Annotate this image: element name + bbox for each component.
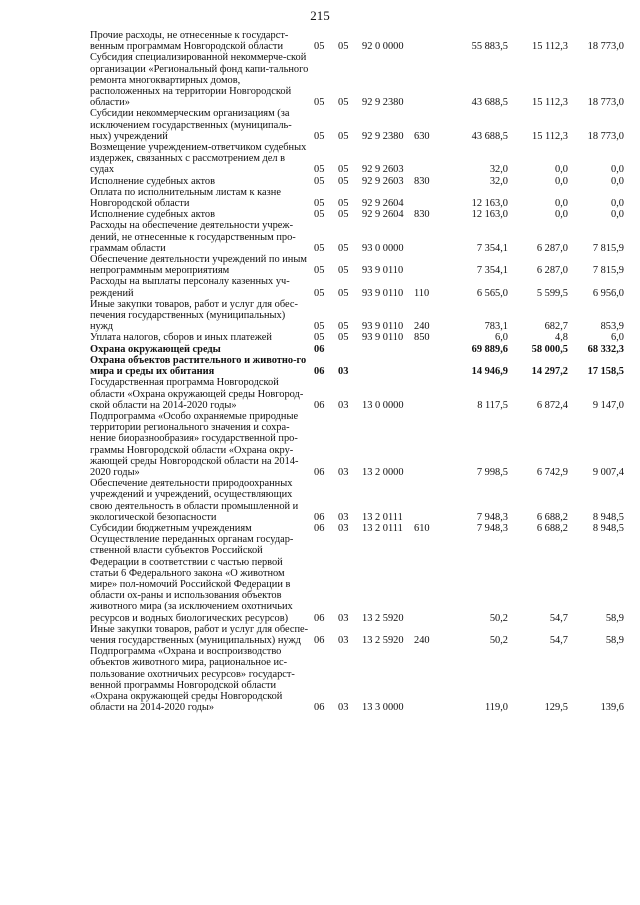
row-expense-type [414,478,442,523]
row-subsection: 03 [338,634,349,646]
row-expense-type: 830 [414,175,430,187]
row-expense-type: 630 [414,130,430,142]
row-name: Иные закупки товаров, работ и услуг для обеспе-чения государственных (муниципальных) нужд [90,623,309,646]
row-name: Охрана окружающей среды [90,343,221,355]
row-section: 06 [314,612,325,624]
table-row [90,276,624,298]
row-section: 05 [314,332,325,344]
row-amount-year1: 69 889,6 [471,343,508,355]
row-section: 06 [314,343,325,355]
row-amount-year3: 8 948,5 [592,522,624,534]
budget-table [90,30,624,713]
row-amount-year2: 129,5 [544,702,568,714]
table-row [90,142,624,176]
row-name: Подпрограмма «Охрана и воспроизводство объектов животного мира, рациональное ис-пользование охотничьих ресурсов» государст-венной программы Новгородской области «Охрана окружающей среды Новгородской области на 2014-2020 годы» [90,646,295,714]
row-amount-year3: 139,6 [600,702,624,714]
row-expense-type: 110 [414,287,430,299]
table-row [90,220,624,254]
row-amount-year3: 58,9 [605,634,624,646]
row-section: 05 [314,242,325,254]
table-row [90,176,624,187]
page-number: 215 [310,8,330,23]
row-expense-type [414,344,442,355]
table-row [90,254,624,276]
row-target-article: 92 9 2380 [362,97,404,109]
row-subsection: 05 [338,130,349,142]
row-amount-year3: 18 773,0 [587,41,624,53]
row-target-article: 13 2 0111 [362,511,403,523]
row-amount-year2: 15 112,3 [532,41,568,53]
row-amount-year3: 68 332,3 [587,343,624,355]
table-row [90,209,624,220]
row-subsection: 03 [338,466,349,478]
row-expense-type [414,142,442,176]
row-expense-type [414,254,442,276]
row-target-article: 92 9 2604 [362,209,404,221]
row-target-article: 92 9 2603 [362,164,404,176]
row-amount-year1: 119,0 [485,702,508,714]
row-name: Исполнение судебных актов [90,209,215,221]
row-amount-year3: 18 773,0 [587,130,624,142]
row-subsection: 03 [338,511,349,523]
row-amount-year3: 17 158,5 [587,366,624,378]
row-expense-type: 240 [414,321,430,333]
row-amount-year2: 5 599,5 [536,287,568,299]
row-section: 06 [314,522,325,534]
row-subsection: 03 [338,612,349,624]
row-amount-year3: 0,0 [611,209,624,221]
row-amount-year1: 12 163,0 [471,209,508,221]
row-amount-year2: 6 742,9 [536,466,568,478]
row-target-article [362,344,414,355]
row-subsection: 05 [338,265,349,277]
row-expense-type: 240 [414,634,430,646]
row-amount-year1: 7 354,1 [476,265,508,277]
row-section: 06 [314,702,325,714]
row-amount-year2: 0,0 [555,164,568,176]
row-amount-year2: 54,7 [549,612,568,624]
table-row [90,377,624,411]
row-name: Обеспечение деятельности природоохранных учреждений и учреждений, осуществляющих свою деятельность в области промышленной и экологической безопасности [90,478,299,523]
row-target-article: 13 2 0111 [362,522,403,534]
row-amount-year2: 6 287,0 [536,265,568,277]
row-name: Возмещение учреждением-ответчиком судебных издержек, связанных с рассмотрением дел в судах [90,142,307,176]
row-amount-year3: 0,0 [611,198,624,210]
row-subsection: 05 [338,198,349,210]
row-target-article: 92 9 2603 [362,175,404,187]
row-name: Государственная программа Новгородской области «Охрана окружающей среды Новгород-ской области на 2014-2020 годы» [90,377,304,411]
row-amount-year2: 6 287,0 [536,242,568,254]
row-expense-type [414,534,442,624]
row-amount-year1: 43 688,5 [471,130,508,142]
row-target-article: 93 9 0110 [362,287,404,299]
row-name: Субсидия специализированной некоммерче-ской организации «Региональный фонд капи-тального ремонта многоквартирных домов, расположенных на территории Новгородской области» [90,52,309,109]
row-subsection: 05 [338,175,349,187]
row-target-article: 13 2 0000 [362,466,404,478]
row-amount-year1: 7 354,1 [476,242,508,254]
row-section: 06 [314,366,325,378]
row-name: Субсидии некоммерческим организациям (за исключением государственных (муниципаль-ных) учреждений [90,108,292,142]
row-target-article [362,355,414,377]
row-subsection: 05 [338,332,349,344]
row-name: Расходы на выплаты персоналу казенных уч-реждений [90,276,290,299]
table-row [90,534,624,624]
row-target-article: 93 9 0110 [362,332,404,344]
row-amount-year1: 12 163,0 [471,198,508,210]
row-amount-year1: 7 998,5 [476,466,508,478]
row-amount-year3: 7 815,9 [592,265,624,277]
row-amount-year1: 7 948,3 [476,511,508,523]
row-amount-year1: 43 688,5 [471,97,508,109]
row-expense-type [414,646,442,713]
row-amount-year3: 9 147,0 [592,399,624,411]
row-amount-year2: 6 688,2 [536,511,568,523]
row-amount-year3: 9 007,4 [592,466,624,478]
row-amount-year1: 32,0 [489,164,508,176]
row-target-article: 92 0 0000 [362,41,404,53]
row-amount-year3: 18 773,0 [587,97,624,109]
row-target-article: 92 9 2380 [362,130,404,142]
row-amount-year1: 50,2 [489,612,508,624]
row-section: 05 [314,287,325,299]
row-amount-year3: 7 815,9 [592,242,624,254]
row-subsection: 05 [338,41,349,53]
table-row [90,187,624,209]
row-section: 05 [314,175,325,187]
row-target-article: 92 9 2604 [362,198,404,210]
table-row [90,523,624,534]
row-expense-type [414,355,442,377]
table-row [90,646,624,713]
row-name: Прочие расходы, не отнесенные к государст-венным программам Новгородской области [90,30,289,53]
row-target-article: 13 2 5920 [362,612,404,624]
row-amount-year2: 6 872,4 [536,399,568,411]
table-row [90,624,624,646]
row-subsection: 05 [338,97,349,109]
row-amount-year2: 682,7 [544,321,568,333]
row-amount-year2: 0,0 [555,198,568,210]
row-section: 06 [314,634,325,646]
row-amount-year3: 6 956,0 [592,287,624,299]
row-subsection [338,344,362,355]
row-amount-year1: 6,0 [495,332,508,344]
row-name: Исполнение судебных актов [90,175,215,187]
row-section: 05 [314,97,325,109]
row-section: 06 [314,466,325,478]
row-amount-year1: 14 946,9 [471,366,508,378]
row-amount-year1: 6 565,0 [476,287,508,299]
row-name: Оплата по исполнительным листам к казне Новгородской области [90,186,281,210]
row-target-article: 93 0 0000 [362,242,404,254]
row-section: 05 [314,164,325,176]
row-amount-year2: 14 297,2 [531,366,568,378]
row-name: Обеспечение деятельности учреждений по иным непрограммным мероприятиям [90,254,307,277]
table-row [90,332,624,343]
row-target-article: 13 0 0000 [362,399,404,411]
row-expense-type [414,411,442,478]
row-target-article: 93 9 0110 [362,321,404,333]
row-name: Расходы на обеспечение деятельности учреж-дений, не отнесенные к государственным про-граммам области [90,220,296,254]
row-target-article: 13 2 5920 [362,634,404,646]
row-subsection: 03 [338,702,349,714]
row-amount-year2: 0,0 [555,209,568,221]
row-name: Субсидии бюджетным учреждениям [90,522,252,534]
table-row [90,355,624,377]
row-amount-year3: 0,0 [611,175,624,187]
row-amount-year2: 0,0 [555,175,568,187]
row-amount-year2: 54,7 [549,634,568,646]
row-name: Охрана объектов растительного и животно-го мира и среды их обитания [90,354,307,378]
row-expense-type: 610 [414,522,430,534]
table-row [90,108,624,142]
row-name: Подпрограмма «Особо охраняемые природные территории регионального значения и сохра-нение биоразнообразия» государственной про-граммы Новгородской области «Охрана окру-жающей среды Новгородской области на 2014-2020 годы» [90,410,299,478]
row-amount-year1: 8 117,5 [477,399,508,411]
row-amount-year2: 4,8 [555,332,568,344]
table-row [90,30,624,52]
row-amount-year2: 15 112,3 [532,130,568,142]
table-row [90,478,624,523]
table-row [90,52,624,108]
row-subsection: 05 [338,321,349,333]
row-section: 06 [314,399,325,411]
row-expense-type [414,30,442,52]
row-expense-type: 830 [414,209,430,221]
table-row [90,299,624,333]
row-subsection: 03 [338,522,349,534]
row-section: 05 [314,41,325,53]
row-section: 06 [314,511,325,523]
row-target-article: 13 3 0000 [362,702,404,714]
row-target-article: 93 9 0110 [362,265,404,277]
row-amount-year3: 58,9 [605,612,624,624]
row-subsection: 05 [338,209,349,221]
row-section: 05 [314,321,325,333]
row-name: Уплата налогов, сборов и иных платежей [90,332,272,344]
row-amount-year2: 15 112,3 [532,97,568,109]
row-amount-year3: 8 948,5 [592,511,624,523]
row-amount-year1: 55 883,5 [471,41,508,53]
table-row [90,344,624,355]
row-section: 05 [314,265,325,277]
row-subsection: 05 [338,287,349,299]
row-subsection: 03 [338,366,349,378]
row-amount-year1: 32,0 [489,175,508,187]
row-subsection: 05 [338,164,349,176]
row-expense-type [414,187,442,209]
row-section: 05 [314,198,325,210]
row-expense-type [414,377,442,411]
row-amount-year1: 7 948,3 [476,522,508,534]
row-name: Иные закупки товаров, работ и услуг для обес-печения государственных (муниципальных) нужд [90,298,298,333]
row-amount-year1: 50,2 [489,634,508,646]
row-amount-year2: 6 688,2 [536,522,568,534]
row-section: 05 [314,130,325,142]
row-name: Осуществление переданных органам государ-ственной власти субъектов Российской Федерации в соответствии с частью первой статьи 6 Федерального закона «О животном мире» пол-номочий Российской Федерации в области ох-раны и использования объектов животного мира (за исключением охотничьих ресурсов и водных биологических ресурсов) [90,534,294,624]
budget-table-body [90,30,624,713]
row-expense-type: 850 [414,332,430,344]
row-expense-type [414,220,442,254]
table-row [90,411,624,478]
row-amount-year3: 0,0 [611,164,624,176]
row-expense-type [414,52,442,108]
row-amount-year1: 783,1 [484,321,508,333]
row-section: 05 [314,209,325,221]
row-amount-year2: 58 000,5 [531,343,568,355]
row-amount-year3: 6,0 [611,332,624,344]
row-subsection: 03 [338,399,349,411]
row-subsection: 05 [338,242,349,254]
row-amount-year3: 853,9 [600,321,624,333]
